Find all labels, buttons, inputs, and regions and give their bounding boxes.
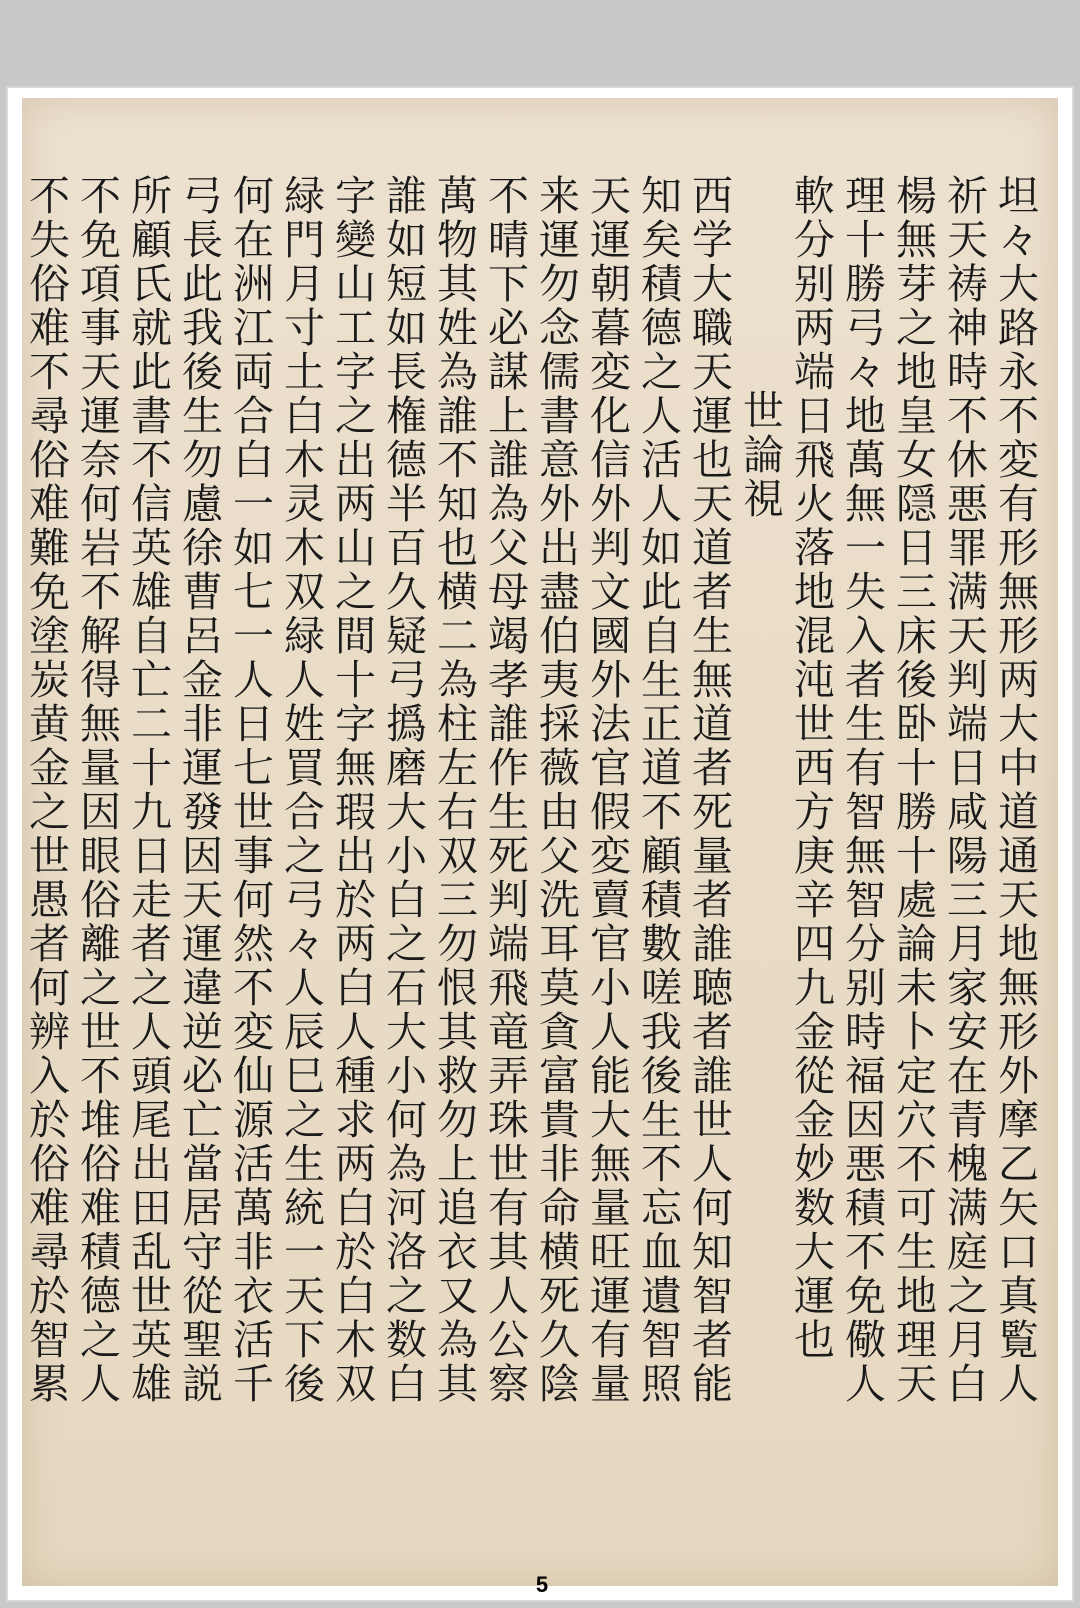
- paper-sheet: [22, 98, 1058, 1586]
- text-column: 不免項事天運奈何岩不解得無量因眼俗離之世不堆俗难積德之人: [73, 174, 121, 1406]
- text-column: 楊無芽之地皇女隠日三床後卧十勝十處論未卜定穴不可生地理天: [889, 174, 937, 1406]
- text-column: 何在洲江両合白一如七一人日七世事何然不変仙源活萬非衣活千: [226, 174, 274, 1406]
- text-column: 弓長此我後生勿慮徐曹呂金非運發因天運違逆必亡當居守從聖説: [175, 174, 223, 1406]
- text-column: 理十勝弓々地萬無一失入者生有智無智分别時福因悪積不免儆人: [838, 174, 886, 1406]
- text-column: 祈天祷神時不休悪罪满天判端日咸陽三月家安在青槐满庭之月白: [940, 174, 988, 1406]
- text-column: 不晴下必謀上誰為父母竭孝誰作生死判端飛竜弄珠世有其人公察: [481, 174, 529, 1406]
- text-column: 坦々大路永不変有形無形两大中道通天地無形外摩乙矢口真覧人: [991, 174, 1039, 1406]
- page-number: 5: [535, 1572, 549, 1597]
- text-column: 萬物其姓為誰不知也横二為柱左右双三勿恨其救勿上追衣又為其: [430, 174, 478, 1406]
- text-column: 緑門月寸土白木灵木双緑人姓買合之弓々人辰巳之生統一天下後: [277, 174, 325, 1406]
- text-column: 世論視: [736, 389, 784, 521]
- top-margin: [0, 0, 1080, 86]
- text-column: 来運勿念儒書意外出盡伯夷採薇由父洗耳莫貪富貴非命横死久陰: [532, 174, 580, 1406]
- text-column: 字變山工字之出两山之間十字無瑕出於两白人種求两白於白木双: [328, 174, 376, 1406]
- text-column: 西学大職天運也天道者生無道者死量者誰聴者誰世人何知智者能: [685, 174, 733, 1406]
- text-column: 誰如短如長権德半百久疑弓撝磨大小白之石大小何為河洛之数白: [379, 174, 427, 1406]
- text-column: 不失俗难不尋俗难難免塗炭黄金之世愚者何辨入於俗难尋於智累: [22, 174, 70, 1406]
- text-column: 所顧氏就此書不信英雄自亡二十九日走者之人頭尾出田乱世英雄: [124, 174, 172, 1406]
- text-column: 知矣積德之人活人如此自生正道不顧積數嗟我後生不忘血遺智照: [634, 174, 682, 1406]
- text-column: 天運朝暮変化信外判文國外法官假変賣官小人能大無量旺運有量: [583, 174, 631, 1406]
- scanned-page: [6, 86, 1074, 1602]
- text-column: 軟分别两端日飛火落地混沌世西方庚辛四九金從金妙数大運也: [787, 174, 835, 1362]
- vertical-text-block: [22, 174, 1040, 1554]
